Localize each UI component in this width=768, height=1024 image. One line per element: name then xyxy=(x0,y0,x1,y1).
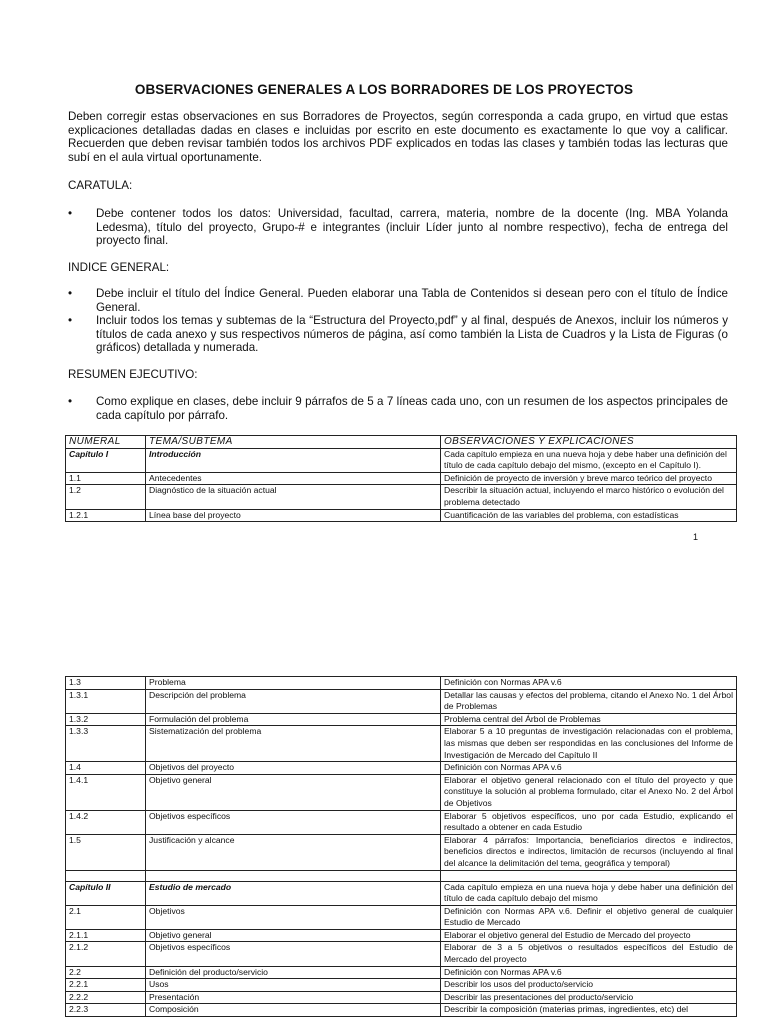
cell-observacion: Elaborar 4 párrafos: Importancia, beneficiarios directos e indirectos, beneficios directos e indirectos, limitación de recursos (incluyendo al final del alcance la delimitación del tema, geográfica y temporal) xyxy=(441,834,737,870)
table-row xyxy=(66,509,737,522)
cell-numeral: 1.1 xyxy=(66,472,146,485)
table-row xyxy=(66,762,737,775)
cell-observacion: Elaborar de 3 a 5 objetivos o resultados específicos del Estudio de Mercado del proyecto xyxy=(441,942,737,966)
cell-numeral: Capítulo II xyxy=(66,881,146,905)
cell-numeral: 1.3.2 xyxy=(66,713,146,726)
cell-tema: Objetivo general xyxy=(146,774,441,810)
cell-observacion: Describir las presentaciones del producto/servicio xyxy=(441,991,737,1004)
page-number: 1 xyxy=(693,532,699,542)
cell-tema: Objetivos xyxy=(146,905,441,929)
table-row xyxy=(66,905,737,929)
cell-observacion: Problema central del Árbol de Problemas xyxy=(441,713,737,726)
cell-numeral: 2.1 xyxy=(66,905,146,929)
cell-observacion: Elaborar 5 objetivos específicos, uno por cada Estudio, explicando el resultado a obtener en cada Estudio xyxy=(441,810,737,834)
table-row xyxy=(66,810,737,834)
bullet-text: Debe incluir el título del Índice General. Pueden elaborar una Tabla de Contenidos si desean pero con el título de Índice General. xyxy=(96,287,728,314)
table-row xyxy=(66,966,737,979)
cell-observacion: Describir los usos del producto/servicio xyxy=(441,979,737,992)
cell-numeral: 2.2 xyxy=(66,966,146,979)
bullet-dot-icon: • xyxy=(68,314,73,327)
bullet-dot-icon: • xyxy=(68,395,73,408)
table-row xyxy=(66,713,737,726)
cell-numeral: 1.3 xyxy=(66,677,146,690)
cell-tema: Estudio de mercado xyxy=(146,881,441,905)
cell-numeral: Capítulo I xyxy=(66,448,146,472)
table-row xyxy=(66,448,737,472)
cell-numeral xyxy=(66,870,146,881)
cell-tema: Objetivos específicos xyxy=(146,942,441,966)
header-observaciones: OBSERVACIONES Y EXPLICACIONES xyxy=(441,436,737,449)
cell-tema: Sistematización del problema xyxy=(146,726,441,762)
cell-tema: Introducción xyxy=(146,448,441,472)
cell-tema: Descripción del problema xyxy=(146,689,441,713)
cell-observacion: Cada capítulo empieza en una nueva hoja y debe haber una definición del título de cada capítulo debajo del mismo, (excepto en el Capítulo I). xyxy=(441,448,737,472)
table-row xyxy=(66,1004,737,1017)
table-row xyxy=(66,942,737,966)
table-row xyxy=(66,991,737,1004)
cell-observacion: Detallar las causas y efectos del problema, citando el Anexo No. 1 del Árbol de Problemas xyxy=(441,689,737,713)
header-numeral: NUMERAL xyxy=(66,436,146,449)
cell-numeral: 1.4.2 xyxy=(66,810,146,834)
bullet-text: Incluir todos los temas y subtemas de la “Estructura del Proyecto,pdf” y al final, después de Anexos, incluir los números y títulos de cada anexo y sus respectivos números de página, así como también la Lista de Cuadros y la Lista de Figuras (o gráficos) detallada y numerada. xyxy=(96,314,728,355)
cell-numeral: 1.3.3 xyxy=(66,726,146,762)
cell-numeral: 1.3.1 xyxy=(66,689,146,713)
table-row xyxy=(66,485,737,509)
section-heading-resumen: RESUMEN EJECUTIVO: xyxy=(68,368,198,381)
cell-tema: Composición xyxy=(146,1004,441,1017)
cell-numeral: 2.1.1 xyxy=(66,929,146,942)
cell-observacion: Elaborar el objetivo general del Estudio de Mercado del proyecto xyxy=(441,929,737,942)
cell-numeral: 1.2.1 xyxy=(66,509,146,522)
bullet-text: Debe contener todos los datos: Universidad, facultad, carrera, materia, nombre de la docente (Ing. MBA Yolanda Ledesma), título del proyecto, Grupo-# e integrantes (incluir Líder junto al nombre respectivo), fecha de entrega del proyecto final. xyxy=(96,207,728,248)
table-row xyxy=(66,979,737,992)
cell-tema: Presentación xyxy=(146,991,441,1004)
cell-observacion xyxy=(441,870,737,881)
cell-numeral: 2.1.2 xyxy=(66,942,146,966)
cell-tema xyxy=(146,870,441,881)
table-row xyxy=(66,689,737,713)
cell-observacion: Elaborar 5 a 10 preguntas de investigación relacionadas con el problema, las mismas que deben ser respondidas en las conclusiones del Informe de Investigación de Mercado del Capítulo II xyxy=(441,726,737,762)
cell-tema: Objetivo general xyxy=(146,929,441,942)
bullet-text: Como explique en clases, debe incluir 9 párrafos de 5 a 7 líneas cada uno, con un resumen de los aspectos principales de cada capítulo por párrafo. xyxy=(96,395,728,422)
table-row xyxy=(66,774,737,810)
cell-observacion: Definición con Normas APA v.6. Definir el objetivo general de cualquier Estudio de Mercado xyxy=(441,905,737,929)
section-heading-caratula: CARATULA: xyxy=(68,179,133,192)
table-row xyxy=(66,834,737,870)
bullet-indice-1 xyxy=(68,287,728,314)
cell-tema: Objetivos del proyecto xyxy=(146,762,441,775)
observations-table-1 xyxy=(65,435,737,522)
cell-numeral: 2.2.2 xyxy=(66,991,146,1004)
table-row xyxy=(66,677,737,690)
cell-numeral: 1.2 xyxy=(66,485,146,509)
cell-observacion: Describir la situación actual, incluyendo el marco histórico o evolución del problema detectado xyxy=(441,485,737,509)
cell-tema: Usos xyxy=(146,979,441,992)
bullet-dot-icon: • xyxy=(68,287,73,300)
cell-observacion: Describir la composición (materias primas, ingredientes, etc) del xyxy=(441,1004,737,1017)
cell-observacion: Elaborar el objetivo general relacionado con el título del proyecto y que constituye la solución al problema formulado, citar el Anexo No. 2 del Árbol de Objetivos xyxy=(441,774,737,810)
table-row xyxy=(66,472,737,485)
header-tema: TEMA/SUBTEMA xyxy=(146,436,441,449)
cell-observacion: Definición con Normas APA v.6 xyxy=(441,762,737,775)
table-row xyxy=(66,870,737,881)
observations-table-2 xyxy=(65,676,737,1017)
cell-numeral: 1.5 xyxy=(66,834,146,870)
document-title: OBSERVACIONES GENERALES A LOS BORRADORES DE LOS PROYECTOS xyxy=(134,82,634,97)
table-row xyxy=(66,929,737,942)
table-header-row xyxy=(66,436,737,449)
cell-tema: Formulación del problema xyxy=(146,713,441,726)
cell-observacion: Cuantificación de las variables del problema, con estadísticas xyxy=(441,509,737,522)
cell-numeral: 1.4.1 xyxy=(66,774,146,810)
bullet-dot-icon: • xyxy=(68,207,73,220)
cell-observacion: Definición con Normas APA v.6 xyxy=(441,966,737,979)
bullet-resumen-1 xyxy=(68,395,728,422)
intro-paragraph: Deben corregir estas observaciones en sus Borradores de Proyectos, según corresponda a cada grupo, en virtud que estas explicaciones detalladas dadas en clases e incluidas por escrito en este documento es exactamente lo que voy a calificar. Recuerden que deben revisar también todos los archivos PDF explicados en todas las clases y también todas las lecturas que subí en el aula virtual oportunamente. xyxy=(68,110,728,164)
cell-observacion: Definición con Normas APA v.6 xyxy=(441,677,737,690)
section-heading-indice: INDICE GENERAL: xyxy=(68,261,170,274)
cell-numeral: 2.2.1 xyxy=(66,979,146,992)
cell-tema: Antecedentes xyxy=(146,472,441,485)
cell-numeral: 2.2.3 xyxy=(66,1004,146,1017)
cell-numeral: 1.4 xyxy=(66,762,146,775)
table-row xyxy=(66,881,737,905)
cell-tema: Objetivos específicos xyxy=(146,810,441,834)
cell-tema: Justificación y alcance xyxy=(146,834,441,870)
cell-tema: Problema xyxy=(146,677,441,690)
bullet-caratula-1 xyxy=(68,207,728,248)
cell-tema: Definición del producto/servicio xyxy=(146,966,441,979)
cell-tema: Línea base del proyecto xyxy=(146,509,441,522)
cell-observacion: Cada capítulo empieza en una nueva hoja y debe haber una definición del título de cada capítulo debajo del mismo xyxy=(441,881,737,905)
cell-observacion: Definición de proyecto de inversión y breve marco teórico del proyecto xyxy=(441,472,737,485)
cell-tema: Diagnóstico de la situación actual xyxy=(146,485,441,509)
table-row xyxy=(66,726,737,762)
bullet-indice-2 xyxy=(68,314,728,355)
